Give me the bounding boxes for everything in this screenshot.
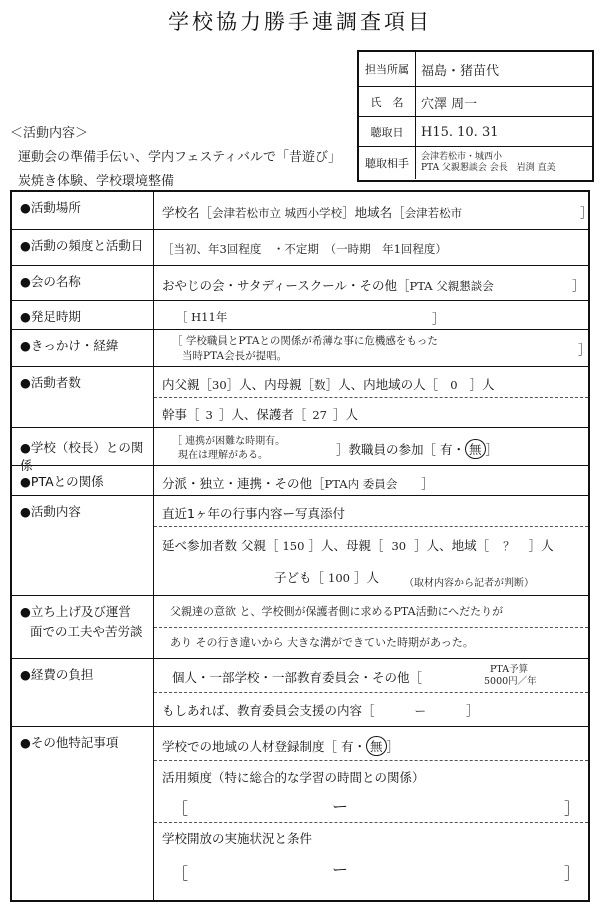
row-members-line1: 内父親［30］人、内母親［数］人、内地域の人［ 0 ］人 (162, 377, 495, 392)
row-other (12, 726, 588, 901)
row-trigger-label: ●きっかけ・経緯 (12, 330, 154, 367)
row-activities-note: （取材内容から記者が判断） (404, 578, 534, 589)
row-members-label: ●活動者数 (12, 367, 154, 428)
row-other-label: ●その他特記事項 (12, 727, 154, 901)
row-other-divider1 (154, 760, 588, 761)
row-principal-note2: 現在は理解がある。 (178, 450, 268, 461)
respondent-line2: PTA 父親懇談会 会長 岩渕 直美 (421, 163, 556, 173)
row-start-value: ［ H11年 (176, 310, 228, 324)
row-group-name-close: ］ (572, 278, 585, 293)
row-members-divider (154, 397, 588, 398)
row-trigger-close: ］ (578, 342, 591, 357)
row-cost-divider (154, 692, 588, 693)
affiliation-row (359, 52, 592, 86)
row-launch-line1: 父親達の意欲 と、学校側が保護者側に求めるPTA活動にへだたりが (170, 605, 504, 618)
row-cost (12, 658, 588, 727)
row-other-bracket-close-2: ］ (564, 864, 581, 883)
row-pta-label: ●PTAとの関係 (12, 466, 154, 496)
notes-line2: 炭焼き体験、学校環境整備 (18, 174, 175, 189)
row-principal-note1: ［ 連携が困難な時期有。 (172, 436, 286, 447)
row-cost-line2: もしあれば、教育委員会支援の内容［ ー ］ (162, 703, 479, 718)
row-frequency-value: ［当初、年3回程度 ・不定期 （一時期 年1回程度） (162, 242, 447, 256)
row-frequency (12, 229, 588, 266)
name-label: 氏 名 (359, 87, 416, 117)
row-principal-label: ●学校（校長）との関係 (12, 428, 154, 466)
row-group-name (12, 265, 588, 301)
row-other-line2: 活用頻度（特に総合的な学習の時間との関係） (162, 770, 425, 785)
row-frequency-label: ●活動の頻度と活動日 (12, 230, 154, 266)
row-cost-label: ●経費の負担 (12, 659, 154, 727)
row-place-content: 学校名［会津若松市立 城西小学校］地域名［会津若松市 (162, 205, 463, 220)
row-other-dash-1: ー (332, 797, 349, 816)
row-launch-divider (154, 627, 588, 628)
row-trigger-line1: ［ 学校職員とPTAとの関係が希薄な事に危機感をもった (172, 335, 438, 347)
row-cost-budget2: 5000円／年 (484, 676, 537, 687)
name-row (359, 86, 592, 117)
date-value: H15. 10. 31 (421, 124, 499, 140)
row-activities-line2: 延べ参加者数 父親［ 150 ］人、母親［ 30 ］人、地域［ ？ ］人 (162, 538, 554, 553)
row-start-label: ●発足時期 (12, 301, 154, 330)
row-activities-label: ●活動内容 (12, 496, 154, 596)
teacher-participation-circled: 無 (465, 439, 486, 459)
registry-circled: 無 (366, 736, 387, 756)
row-other-dash-2: ー (332, 860, 349, 879)
row-other-bracket-open-2: ［ (172, 864, 189, 883)
row-group-name-content: おやじの会・サタディースクール・その他［PTA 父親懇談会 (162, 278, 494, 293)
date-label: 聴取日 (359, 117, 416, 147)
row-place-label: ●活動場所 (12, 192, 154, 229)
row-launch-label: ●立ち上げ及び運営 面での工夫や苦労談 (12, 596, 154, 659)
respondent-label: 聴取相手 (359, 147, 416, 179)
row-activities-line3: 子ども［ 100 ］人 (274, 570, 379, 585)
row-activities (12, 495, 588, 596)
row-other-line3: 学校開放の実施状況と条件 (162, 831, 313, 846)
notes-heading: ＜活動内容＞ (10, 126, 89, 141)
respondent-value (421, 147, 556, 179)
date-row (359, 116, 592, 147)
affiliation-label: 担当所属 (359, 52, 416, 86)
notes-line1: 運動会の準備手伝い、学内フェスティバルで「昔遊び」 (18, 150, 342, 165)
row-principal (12, 427, 588, 473)
affiliation-value: 福島・猪苗代 (421, 63, 500, 79)
row-cost-budget1: PTA予算 (490, 664, 529, 675)
name-value: 穴澤 周一 (421, 96, 478, 112)
row-trigger (12, 329, 591, 367)
row-principal-teachers: ］教職員の参加［ 有・ 無 ］ (336, 439, 498, 459)
row-launch (12, 595, 588, 659)
row-start-close: ］ (432, 311, 445, 326)
row-other-bracket-close-1: ］ (564, 799, 581, 818)
respondent-row (359, 146, 592, 179)
row-trigger-line2: 当時PTA会長が提唱。 (182, 350, 288, 362)
row-other-bracket-open-1: ［ (172, 799, 189, 818)
respondent-line1: 会津若松市・城西小 (421, 152, 503, 162)
row-place (12, 192, 593, 229)
row-group-name-label: ●会の名称 (12, 266, 154, 301)
row-pta (12, 465, 588, 496)
row-start (12, 300, 588, 330)
interviewer-info-box (357, 50, 594, 182)
row-members (12, 366, 588, 428)
row-activities-divider (154, 526, 588, 527)
page-title: 学校協力勝手連調査項目 (168, 10, 432, 34)
row-other-divider2 (154, 822, 588, 823)
survey-table (10, 190, 593, 902)
row-place-close: ］ (580, 205, 593, 220)
row-cost-line1: 個人・一部学校・一部教育委員会・その他［ (172, 670, 423, 685)
row-launch-line2: あり その行き違いから 大きな溝ができていた時期があった。 (170, 636, 474, 649)
row-members-line2: 幹事［ 3 ］人、保護者［ 27 ］人 (162, 407, 359, 422)
row-other-line1: 学校での地域の人材登録制度［ 有・ 無 ］ (162, 736, 399, 756)
row-activities-line1: 直近1ヶ年の行事内容ー写真添付 (162, 506, 345, 521)
row-pta-content: 分派・独立・連携・その他［PTA内 委員会 ］ (162, 476, 434, 491)
